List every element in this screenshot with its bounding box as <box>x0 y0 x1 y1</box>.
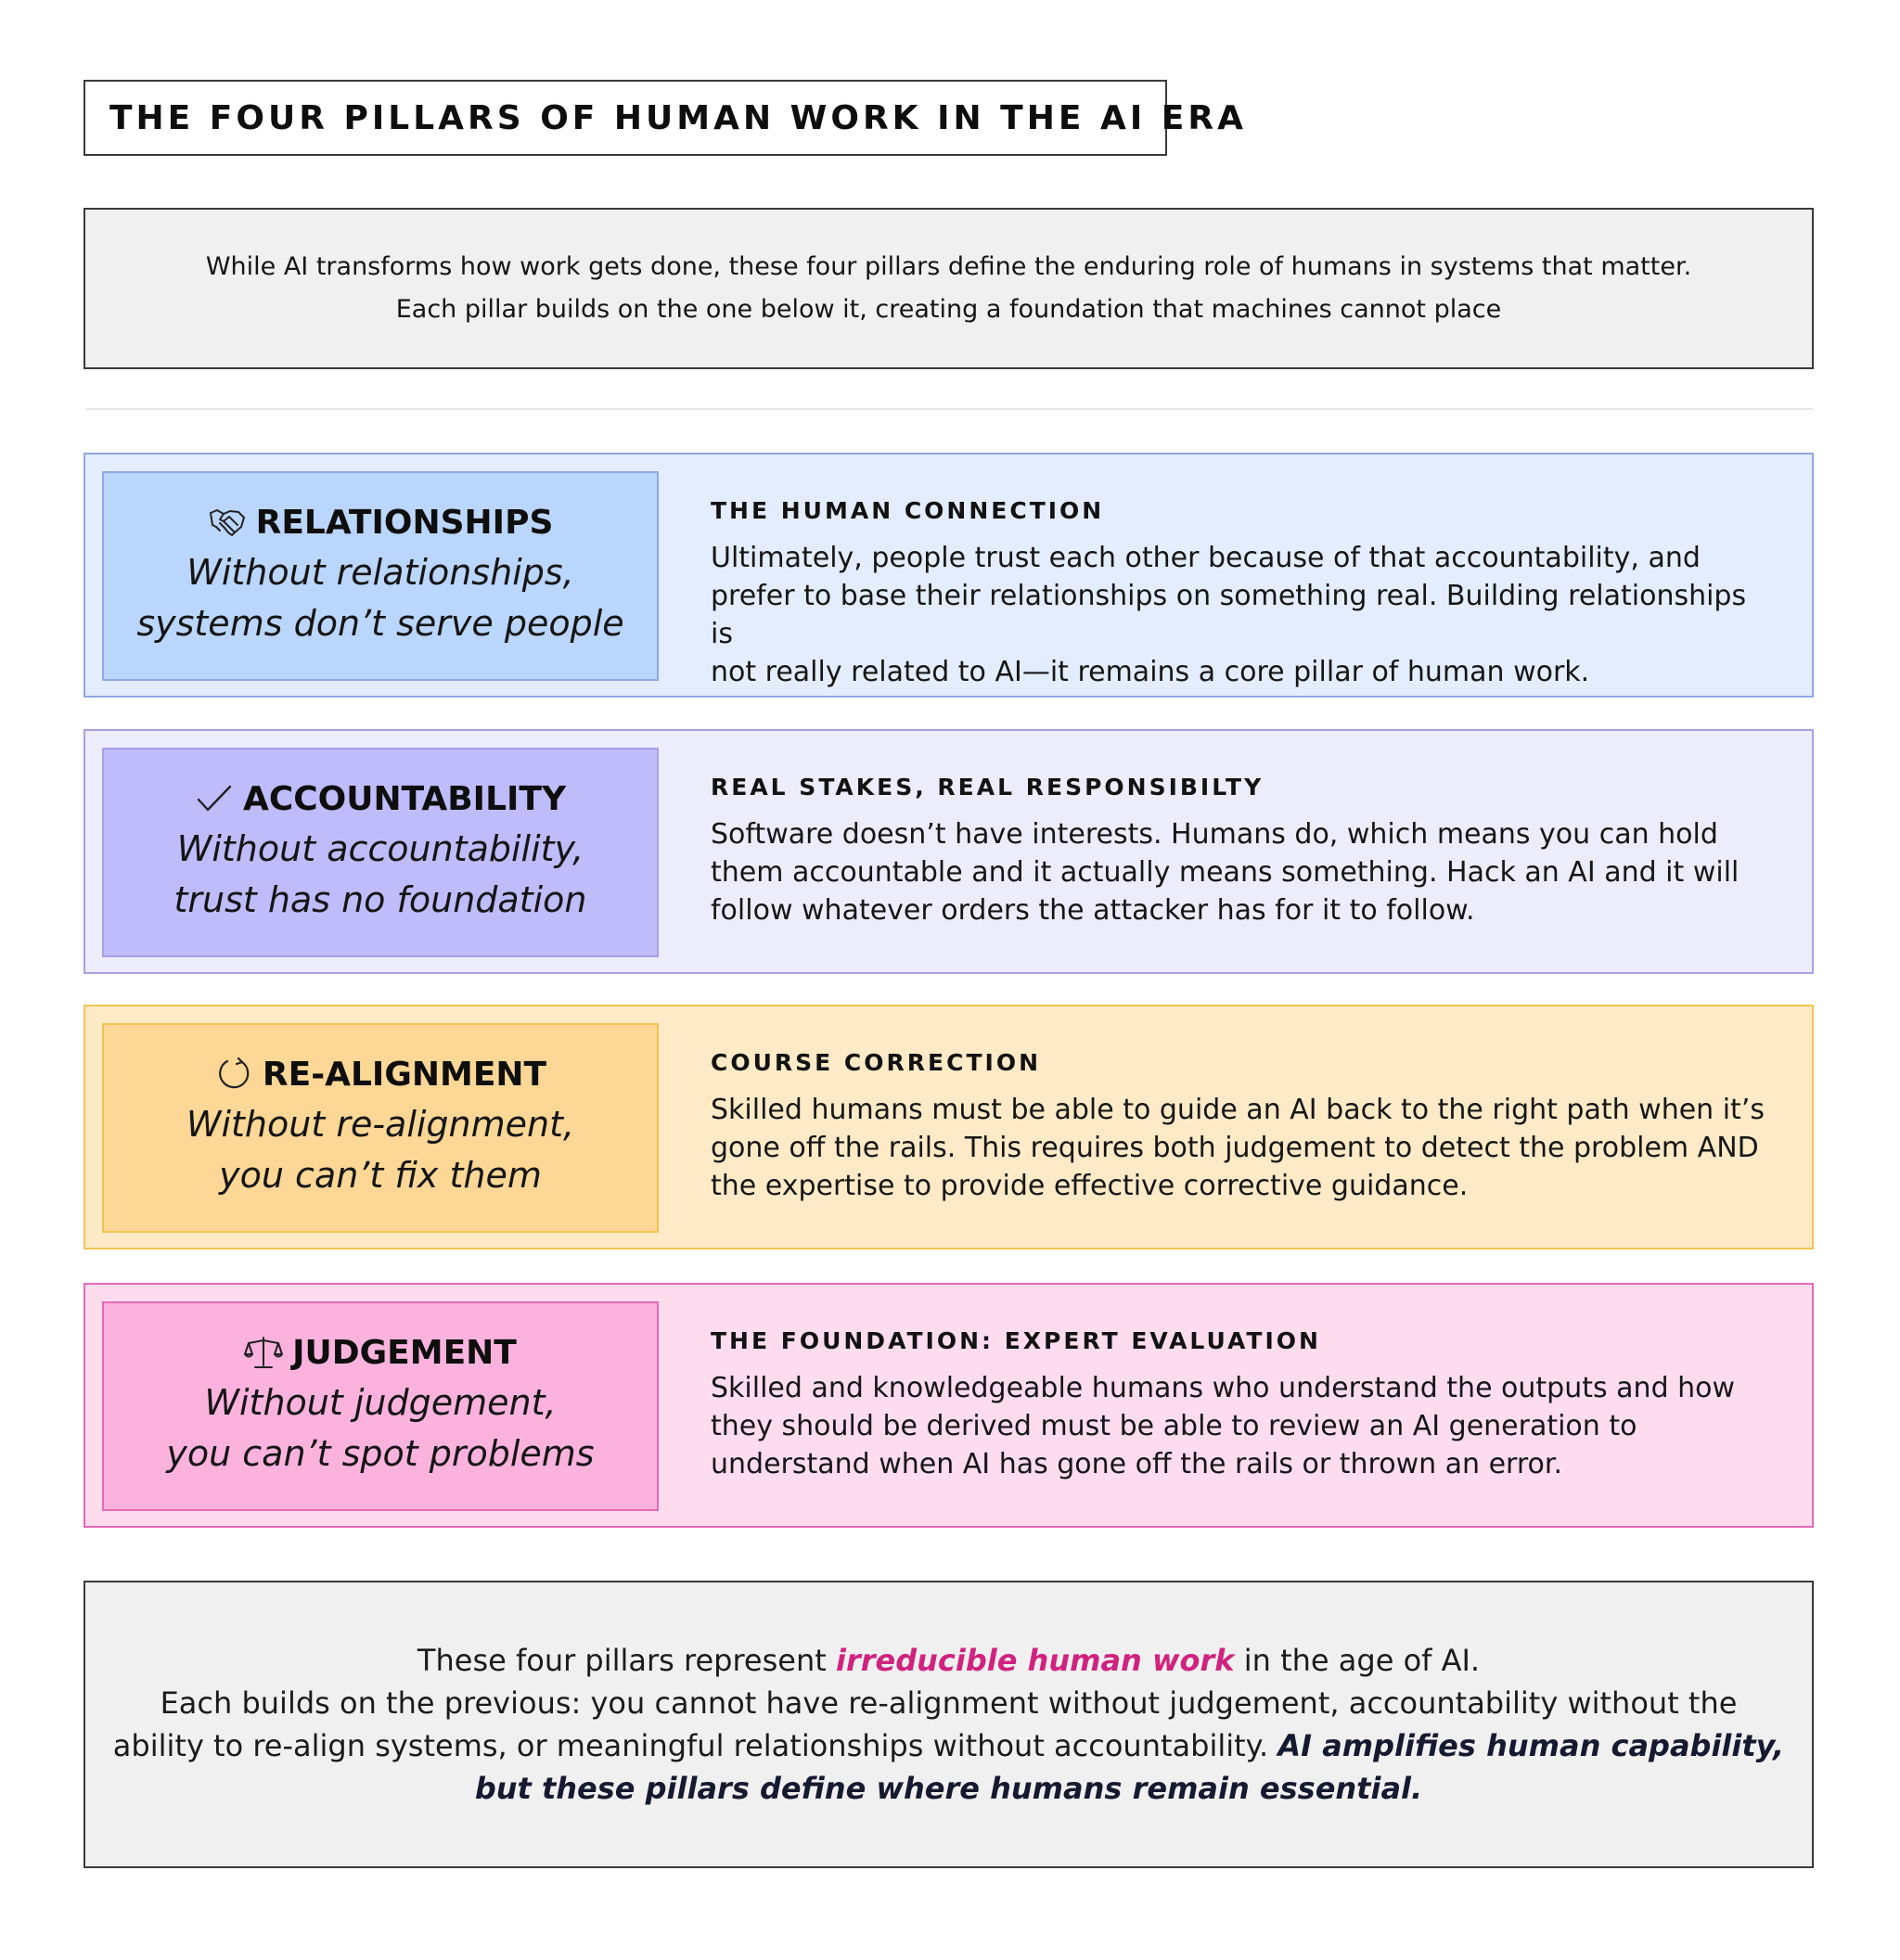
pillar-heading: REAL STAKES, REAL RESPONSIBILTY <box>711 774 1265 801</box>
pillar-heading: THE FOUNDATION: EXPERT EVALUATION <box>711 1327 1321 1354</box>
pillar-accountability <box>83 729 1814 974</box>
pillar-tagline-line-2: you can’t fix them <box>219 1154 542 1196</box>
pillar-description-line-1: Skilled humans must be able to guide an AI back to the right path when it’s <box>711 1094 1765 1126</box>
pillar-description-line-2: them accountable and it actually means something. Hack an AI and it will <box>711 856 1740 889</box>
pillar-name: JUDGEMENT <box>292 1333 517 1372</box>
summary-line-2: Each builds on the previous: you cannot have re-alignment without judgement, accountability without the <box>160 1685 1738 1721</box>
pillar-name-row <box>195 780 566 818</box>
intro-line-1: While AI transforms how work gets done, these four pillars define the enduring role of humans in systems that matter. <box>205 252 1692 281</box>
pillar-detail <box>711 1327 1768 1483</box>
pillar-tagline-line-1: Without accountability, <box>176 827 584 869</box>
summary-highlight: irreducible human work <box>835 1643 1235 1678</box>
scales-icon <box>244 1334 283 1371</box>
pillar-description-line-3: the expertise to provide effective corrective guidance. <box>711 1170 1469 1202</box>
page-title: THE FOUR PILLARS OF HUMAN WORK IN THE AI ERA <box>109 98 1247 137</box>
pillar-name: RE-ALIGNMENT <box>262 1055 547 1094</box>
divider <box>85 408 1813 410</box>
pillar-relationships <box>83 453 1814 698</box>
title-box <box>83 80 1247 156</box>
pillar-name-row <box>244 1334 517 1372</box>
refresh-icon <box>214 1056 253 1093</box>
pillar-description-line-3: not really related to AI—it remains a core pillar of human work. <box>711 656 1590 688</box>
summary-line-1 <box>417 1639 1480 1682</box>
pillar-detail <box>711 1049 1768 1205</box>
handshake-icon <box>208 504 247 541</box>
pillar-description-line-1: Ultimately, people trust each other because of that accountability, and <box>711 542 1701 574</box>
pillar-label-box <box>102 748 659 957</box>
pillar-tagline-line-2: systems don’t serve people <box>136 602 624 644</box>
pillar-tagline-line-1: Without relationships, <box>186 551 574 593</box>
pillar-name-row <box>214 1056 546 1094</box>
pillar-description-line-1: Software doesn’t have interests. Humans do, which means you can hold <box>711 818 1718 851</box>
pillar-description-line-2: they should be derived must be able to review an AI generation to <box>711 1410 1637 1442</box>
pillar-description-line-2: prefer to base their relationships on something real. Building relationships is <box>711 580 1747 650</box>
summary-line-1-start: These four pillars represent <box>417 1643 836 1678</box>
checkmark-icon <box>195 780 234 817</box>
intro-box <box>83 208 1814 369</box>
pillar-name-row <box>208 504 554 542</box>
pillar-tagline-line-2: you can’t spot problems <box>166 1432 595 1474</box>
summary-emphasis: AI amplifies human capability, <box>1277 1728 1785 1763</box>
pillar-label-box <box>102 1301 659 1511</box>
pillar-label-box <box>102 471 659 681</box>
pillar-description-line-3: follow whatever orders the attacker has for it to follow. <box>711 894 1475 927</box>
pillar-label-box <box>102 1023 659 1233</box>
pillar-tagline-line-1: Without re-alignment, <box>186 1103 575 1145</box>
pillar-tagline-line-2: trust has no foundation <box>173 878 587 920</box>
pillar-description-line-2: gone off the rails. This requires both judgement to detect the problem AND <box>711 1132 1759 1164</box>
pillar-description-line-1: Skilled and knowledgeable humans who understand the outputs and how <box>711 1372 1736 1404</box>
pillar-detail <box>711 497 1768 691</box>
pillar-heading: THE HUMAN CONNECTION <box>711 497 1105 524</box>
summary-box <box>83 1581 1814 1868</box>
pillar-description-line-3: understand when AI has gone off the rails or thrown an error. <box>711 1448 1563 1480</box>
pillar-name: RELATIONSHIPS <box>255 503 554 542</box>
summary-line-3 <box>113 1724 1784 1767</box>
pillar-tagline-line-1: Without judgement, <box>204 1381 557 1423</box>
summary-line-1-end: in the age of AI. <box>1234 1643 1481 1678</box>
pillar-detail <box>711 774 1768 929</box>
pillar-judgement <box>83 1283 1814 1528</box>
intro-line-2: Each pillar builds on the one below it, creating a foundation that machines cannot place <box>395 295 1502 324</box>
pillar-heading: COURSE CORRECTION <box>711 1049 1041 1076</box>
pillar-re-alignment <box>83 1005 1814 1249</box>
summary-line-3-start: ability to re-align systems, or meaningful relationships without accountability. <box>112 1728 1278 1763</box>
pillar-name: ACCOUNTABILITY <box>242 779 567 818</box>
summary-emphasis-line-4: but these pillars define where humans remain essential. <box>474 1771 1423 1806</box>
